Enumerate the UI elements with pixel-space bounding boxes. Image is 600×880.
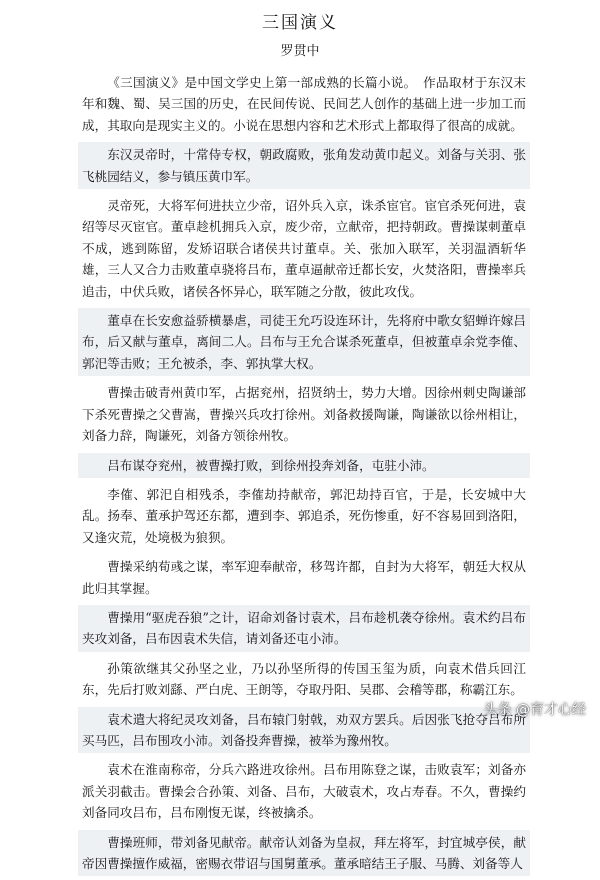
paragraph-1: 《三国演义》是中国文学史上第一部成熟的长篇小说。 作品取材于东汉末年和魏、蜀、吴三国的历史，在民间传说、民间艺人创作的基础上进一步加工而成，其取向是现实主义的。小说在思想内容和艺术形式上都取得了很高的成就。 <box>82 75 526 133</box>
paragraph-8: 曹操采纳荀彧之谋，率军迎奉献帝，移驾许都，自封为大将军，朝廷大权从此归其掌握。 <box>82 559 526 596</box>
paragraph-10: 孙策欲继其父孙坚之业，乃以孙坚所得的传国玉玺为质，向袁术借兵回江东，先后打败刘繇、严白虎、王朗等，夺取丹阳、吴郡、会稽等郡，称霸江东。 <box>82 660 526 698</box>
watermark <box>484 699 586 719</box>
document-author: 罗贯中 <box>280 44 320 59</box>
paragraph-9: 曹操用“驱虎吞狼”之计，诏命刘备讨袁术，吕布趁机袭夺徐州。袁术约吕布夹攻刘备，吕布因袁术失信，请刘备还屯小沛。 <box>78 605 530 652</box>
paragraph-2: 东汉灵帝时，十常侍专权，朝政腐败，张角发动黄巾起义。刘备与关羽、张飞桃园结义，参与镇压黄巾军。 <box>78 142 530 189</box>
watermark-text: 头条 @育才心经 <box>483 702 586 718</box>
paragraph-11: 袁术遣大将纪灵攻刘备，吕布辕门射戟，劝双方罢兵。后因张飞抢夺吕布所买马匹，吕布围攻小沛。刘备投奔曹操，被举为豫州牧。 <box>78 707 530 754</box>
paragraph-12: 袁术在淮南称帝，分兵六路进攻徐州。吕布用陈登之谋，击败袁军；刘备亦派关羽截击。曹操会合孙策、刘备、吕布，大破袁术，攻占寿春。不久，曹操约刘备同攻吕布，吕布刚愎无谋，终被擒杀。 <box>82 762 526 821</box>
paragraph-4: 董卓在长安愈益骄横暴虐，司徒王允巧设连环计，先将府中歌女貂蝉许嫁吕布，后又献与董卓，离间二人。吕布与王允合谋杀死董卓，但被董卓余党李傕、郭汜等击败；王允被杀，李、郭执掌大权。 <box>78 308 530 376</box>
paragraph-3: 灵帝死，大将军何进扶立少帝，诏外兵入京，诛杀宦官。宦官杀死何进，袁绍等尽灭宦官。董卓趁机拥兵入京，废少帝，立献帝，把持朝政。曹操谋刺董卓不成，逃到陈留，发矫诏联合诸侯共讨董卓。关、张加入联军，关羽温酒斩华雄，三人又合力击败董卓骁将吕布，董卓逼献帝迁都长安，火焚洛阳，曹操率兵追击，中伏兵败，诸侯各怀异心，联军随之分散，彼此攻伐。 <box>82 198 526 299</box>
paragraph-7: 李傕、郭汜自相残杀，李傕劫持献帝，郭汜劫持百官，于是，长安城中大乱。扬奉、董承护驾还东都，遭到李、郭追杀，死伤惨重，好不容易回到洛阳，又逢灾荒，处境极为狼狈。 <box>82 486 526 545</box>
paragraph-6: 吕布谋夺兖州，被曹操打败，到徐州投奔刘备，屯驻小沛。 <box>78 453 530 478</box>
document-title: 三国演义 <box>262 13 338 33</box>
paragraph-5: 曹操击破青州黄巾军，占据兖州，招贤纳士，势力大增。因徐州刺史陶谦部下杀死曹操之父曹嵩，曹操兴兵攻打徐州。刘备救援陶谦，陶谦欲以徐州相让，刘备力辞，陶谦死，刘备方领徐州牧。 <box>82 385 526 444</box>
document-body <box>78 70 530 880</box>
paragraph-13: 曹操班师，带刘备见献帝。献帝认刘备为皇叔，拜左将军，封宜城亭侯，献帝因曹操擅作威福，密赐衣带诏与国舅董承。董承暗结王子服、马腾、刘备等人 <box>78 830 530 877</box>
